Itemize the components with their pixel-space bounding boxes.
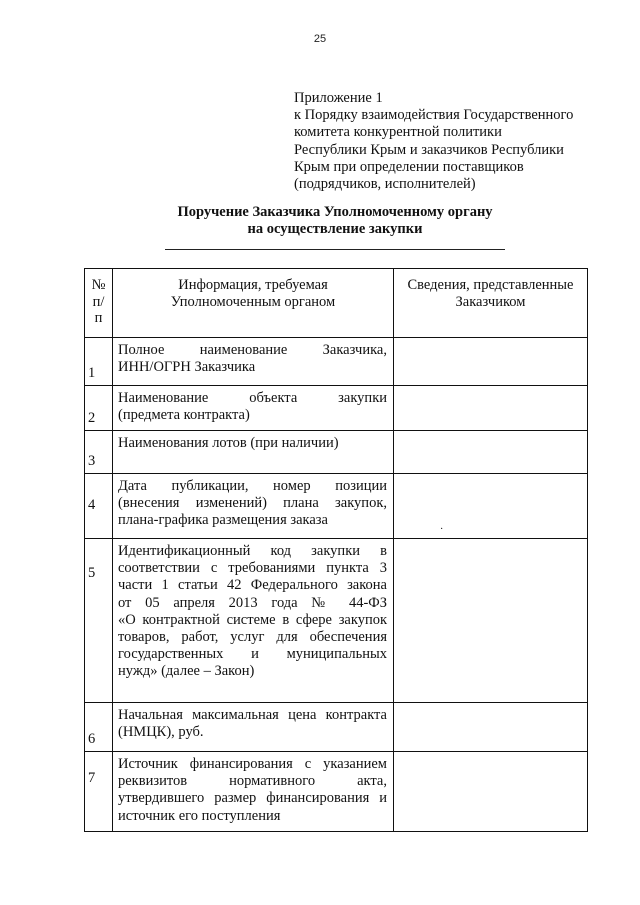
row-info-line: Дата публикации, номер позиции — [118, 478, 387, 494]
row-info-line: плана-графика размещения заказа — [118, 512, 328, 529]
row-info-line: Полное наименование Заказчика, — [118, 342, 387, 358]
title-line: на осуществление закупки — [247, 221, 423, 237]
table-row — [85, 338, 588, 386]
customer-data-cell[interactable] — [394, 539, 588, 703]
customer-data-cell[interactable] — [394, 338, 588, 386]
row-number: 4 — [85, 474, 113, 539]
row-info-line: государственных и муниципальных — [118, 646, 387, 663]
row-info-line: «О контрактной системе в сфере закупок — [118, 611, 387, 628]
row-info-line: (предмета контракта) — [118, 407, 250, 424]
table-row — [85, 431, 588, 474]
row-info-line: (внесения изменений) плана закупок, — [118, 495, 387, 512]
appendix-line: Крым при определении поставщиков — [294, 158, 524, 175]
row-info — [113, 752, 394, 832]
row-info-line: Начальная максимальная цена контракта — [118, 707, 387, 723]
header-line: Сведения, представленные — [407, 277, 574, 293]
row-info-line: утвердившего размер финансирования и — [118, 790, 387, 807]
row-info — [113, 539, 394, 703]
table-row — [85, 386, 588, 431]
row-info — [113, 386, 394, 431]
row-info-line: от 05 апреля 2013 года № 44-ФЗ — [118, 594, 387, 611]
row-info-line: соответствии с требованиями пункта 3 — [118, 560, 387, 577]
table-row — [85, 752, 588, 832]
appendix-line: (подрядчиков, исполнителей) — [294, 176, 476, 193]
table-row — [85, 539, 588, 703]
row-info — [113, 338, 394, 386]
row-info-line: Наименования лотов (при наличии) — [118, 435, 339, 451]
row-info-line: (НМЦК), руб. — [118, 724, 204, 741]
header-number-part: № — [91, 277, 106, 293]
header-line: Заказчиком — [455, 294, 526, 311]
appendix-line: Республики Крым и заказчиков Республики — [294, 141, 564, 158]
row-info-line: Источник финансирования с указанием — [118, 756, 387, 772]
appendix-line: Приложение 1 — [294, 90, 383, 106]
row-info-line: части 1 статьи 42 Федерального закона — [118, 577, 387, 594]
table-row — [85, 703, 588, 752]
row-number: 6 — [85, 703, 113, 752]
header-customer-data — [394, 269, 588, 338]
header-line: Информация, требуемая — [178, 277, 328, 293]
header-info-required — [113, 269, 394, 338]
table-header-row — [85, 269, 588, 338]
row-info-line: нужд» (далее – Закон) — [118, 663, 255, 680]
row-info — [113, 703, 394, 752]
row-info-line: товаров, работ, услуг для обеспечения — [118, 629, 387, 646]
customer-data-cell[interactable] — [394, 703, 588, 752]
appendix-reference — [294, 90, 594, 193]
row-info-line: Наименование объекта закупки — [118, 390, 387, 406]
customer-data-cell[interactable] — [394, 386, 588, 431]
row-info — [113, 474, 394, 539]
scan-speck: · — [440, 524, 444, 535]
title-line: Поручение Заказчика Уполномоченному органу — [177, 204, 493, 220]
header-number — [85, 269, 113, 338]
title-underline — [165, 249, 505, 250]
row-number: 5 — [85, 539, 113, 703]
document-title — [150, 204, 520, 238]
page-number: 25 — [313, 33, 327, 45]
row-info-line: реквизитов нормативного акта, — [118, 773, 387, 790]
table-row — [85, 474, 588, 539]
order-form-table — [84, 268, 588, 832]
header-line: Уполномоченным органом — [170, 294, 336, 311]
row-info-line: Идентификационный код закупки в — [118, 543, 387, 559]
header-number-part: п/ — [92, 293, 105, 310]
row-number: 7 — [85, 752, 113, 832]
row-info-line: ИНН/ОГРН Заказчика — [118, 359, 256, 376]
appendix-line: к Порядку взаимодействия Государственного — [294, 107, 574, 124]
customer-data-cell[interactable] — [394, 431, 588, 474]
row-number: 3 — [85, 431, 113, 474]
row-info-line: источник его поступления — [118, 807, 281, 824]
customer-data-cell[interactable] — [394, 752, 588, 832]
row-number: 2 — [85, 386, 113, 431]
customer-data-cell[interactable] — [394, 474, 588, 539]
row-number: 1 — [85, 338, 113, 386]
header-number-part: п — [94, 310, 103, 326]
appendix-line: комитета конкурентной политики — [294, 124, 502, 141]
row-info — [113, 431, 394, 474]
